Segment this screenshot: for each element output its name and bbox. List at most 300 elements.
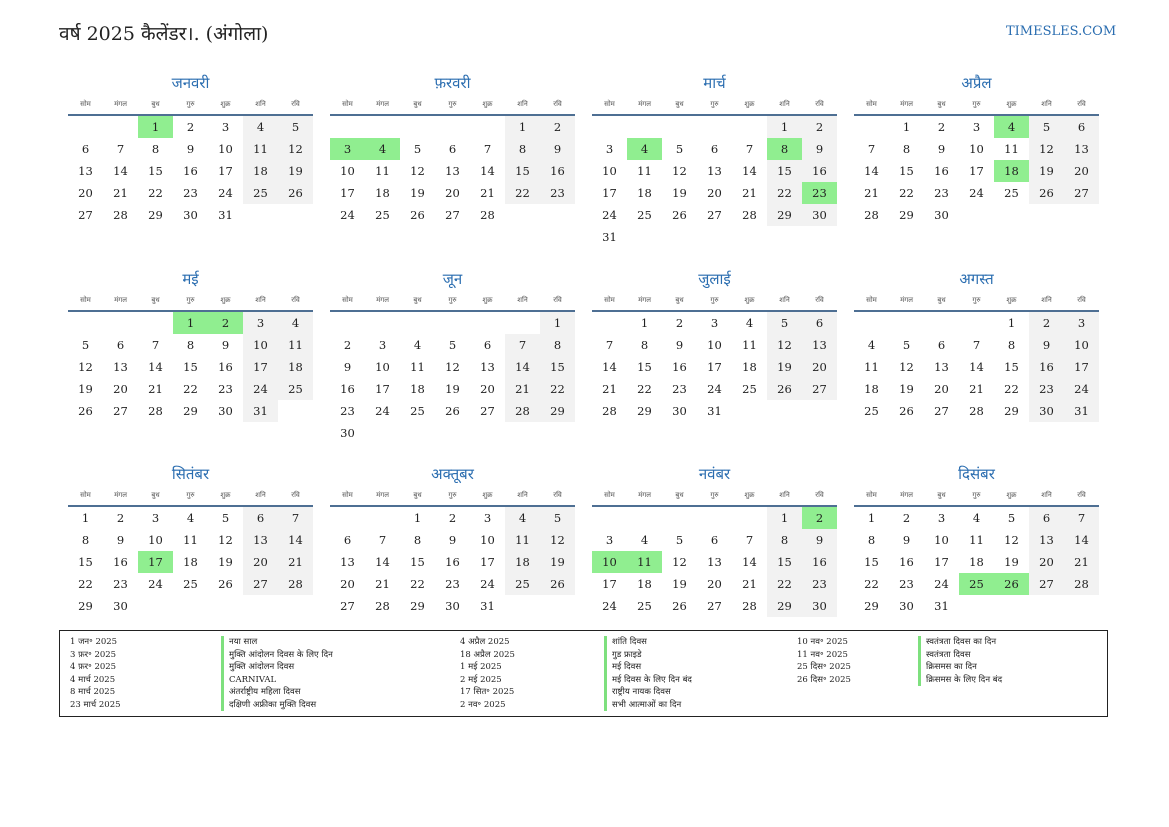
weekday-label: रवि <box>815 100 824 108</box>
day-cell: 20 <box>707 577 722 591</box>
day-cell: 30 <box>113 599 128 613</box>
day-cell: 24 <box>602 599 617 613</box>
day-cell: 18 <box>505 551 540 573</box>
weekday-label: शनि <box>255 100 266 108</box>
day-cell: 30 <box>934 208 949 222</box>
empty-day-cell <box>330 312 365 334</box>
month-name: दिसंबर <box>958 465 995 483</box>
holiday-day-cell: 11 <box>627 551 662 573</box>
day-cell: 25 <box>637 208 652 222</box>
weekday-label: सोम <box>604 100 615 108</box>
day-cell: 2 <box>675 316 684 330</box>
day-cell: 23 <box>113 577 128 591</box>
day-cell: 30 <box>445 599 460 613</box>
day-cell: 22 <box>410 577 425 591</box>
day-cell: 22 <box>540 378 575 400</box>
day-cell: 20 <box>243 551 278 573</box>
day-cell: 14 <box>1064 529 1099 551</box>
empty-day-cell <box>854 116 889 138</box>
day-cell: 6 <box>710 142 719 156</box>
weekday-label: रवि <box>1077 296 1086 304</box>
month-block <box>68 463 313 617</box>
month-name: फ़रवरी <box>434 74 471 92</box>
empty-day-cell <box>365 116 400 138</box>
day-cell: 29 <box>767 595 802 617</box>
day-cell: 22 <box>637 382 652 396</box>
day-cell: 14 <box>742 164 757 178</box>
holiday-day-cell: 8 <box>767 138 802 160</box>
day-cell: 21 <box>375 577 390 591</box>
weekday-label: मंगल <box>638 296 651 304</box>
weekday-label: मंगल <box>900 100 913 108</box>
day-cell: 28 <box>602 404 617 418</box>
empty-day-cell <box>470 312 505 334</box>
day-cell: 29 <box>148 208 163 222</box>
day-cell: 9 <box>675 338 684 352</box>
day-cell: 8 <box>902 142 911 156</box>
weekday-label: शनि <box>1041 491 1052 499</box>
day-cell: 27 <box>340 599 355 613</box>
empty-day-cell <box>592 507 627 529</box>
day-cell: 31 <box>602 230 617 244</box>
day-cell: 26 <box>445 404 460 418</box>
day-cell: 19 <box>899 382 914 396</box>
weekday-label: रवि <box>553 100 562 108</box>
day-cell: 27 <box>1029 573 1064 595</box>
legend-holiday-name: क्रिसमस के लिए दिन बंद <box>918 674 1002 687</box>
day-cell: 20 <box>934 382 949 396</box>
day-cell: 9 <box>343 360 352 374</box>
day-cell: 16 <box>934 164 949 178</box>
day-cell: 17 <box>375 382 390 396</box>
day-cell: 21 <box>742 186 757 200</box>
day-cell: 14 <box>742 555 757 569</box>
weekday-label: रवि <box>815 491 824 499</box>
day-cell: 13 <box>480 360 495 374</box>
day-cell: 13 <box>934 360 949 374</box>
day-cell: 7 <box>151 338 160 352</box>
legend-holiday-name: मई दिवस के लिए दिन बंद <box>604 674 692 687</box>
legend-holiday-name: अंतर्राष्ट्रीय महिला दिवस <box>221 686 333 699</box>
day-cell: 23 <box>445 577 460 591</box>
month-block <box>592 463 837 617</box>
weekday-label: मंगल <box>114 100 127 108</box>
month-block <box>854 72 1099 226</box>
day-cell: 14 <box>278 529 313 551</box>
day-cell: 3 <box>483 511 492 525</box>
day-cell: 28 <box>113 208 128 222</box>
holiday-day-cell: 23 <box>802 182 837 204</box>
day-cell: 20 <box>445 186 460 200</box>
weekday-label: सोम <box>866 491 877 499</box>
legend-holiday-date: 3 फ़र॰ 2025 <box>70 649 117 660</box>
day-cell: 27 <box>480 404 495 418</box>
day-cell: 5 <box>675 533 684 547</box>
day-cell: 13 <box>802 334 837 356</box>
day-cell: 15 <box>1004 360 1019 374</box>
day-cell: 18 <box>969 555 984 569</box>
day-cell: 11 <box>505 529 540 551</box>
day-cell: 21 <box>113 186 128 200</box>
day-cell: 6 <box>1064 116 1099 138</box>
weekday-header <box>330 290 575 312</box>
weekday-label: शुक्र <box>220 296 231 304</box>
weekday-label: रवि <box>815 296 824 304</box>
day-cell: 28 <box>742 208 757 222</box>
day-cell: 7 <box>972 338 981 352</box>
weekday-label: सोम <box>80 100 91 108</box>
day-cell: 18 <box>637 186 652 200</box>
weekday-label: सोम <box>80 296 91 304</box>
empty-day-cell <box>68 312 103 334</box>
day-cell: 15 <box>767 551 802 573</box>
legend-holiday-date: 25 दिस॰ 2025 <box>797 662 851 672</box>
weekday-label: मंगल <box>376 296 389 304</box>
day-cell: 27 <box>934 404 949 418</box>
day-cell: 20 <box>113 382 128 396</box>
day-cell: 2 <box>902 511 911 525</box>
day-cell: 14 <box>602 360 617 374</box>
day-cell: 13 <box>340 555 355 569</box>
day-cell: 23 <box>899 577 914 591</box>
day-grid <box>330 116 575 226</box>
day-cell: 1 <box>81 511 90 525</box>
day-cell: 4 <box>640 533 649 547</box>
day-cell: 29 <box>410 599 425 613</box>
day-cell: 9 <box>902 533 911 547</box>
day-cell: 4 <box>867 338 876 352</box>
day-cell: 6 <box>243 507 278 529</box>
day-cell: 3 <box>243 312 278 334</box>
day-cell: 11 <box>742 338 757 352</box>
day-cell: 5 <box>902 338 911 352</box>
day-cell: 6 <box>116 338 125 352</box>
day-cell: 13 <box>1029 529 1064 551</box>
holiday-day-cell: 1 <box>173 312 208 334</box>
day-cell: 28 <box>480 208 495 222</box>
weekday-label: बुध <box>413 296 422 304</box>
day-cell: 4 <box>413 338 422 352</box>
day-cell: 20 <box>78 186 93 200</box>
holiday-day-cell: 17 <box>138 551 173 573</box>
day-cell: 2 <box>343 338 352 352</box>
month-name: अगस्त <box>959 270 994 288</box>
legend-holiday-date: 1 मई 2025 <box>460 662 502 672</box>
day-cell: 28 <box>278 573 313 595</box>
day-cell: 25 <box>864 404 879 418</box>
weekday-label: शनि <box>255 296 266 304</box>
weekday-label: बुध <box>937 491 946 499</box>
day-cell: 10 <box>969 142 984 156</box>
empty-day-cell <box>330 116 365 138</box>
day-cell: 11 <box>243 138 278 160</box>
weekday-label: गुरु <box>186 296 195 304</box>
day-cell: 23 <box>1029 378 1064 400</box>
day-cell: 9 <box>540 138 575 160</box>
day-cell: 18 <box>410 382 425 396</box>
day-cell: 12 <box>1029 138 1064 160</box>
day-cell: 9 <box>221 338 230 352</box>
day-cell: 1 <box>902 120 911 134</box>
weekday-label: बुध <box>675 491 684 499</box>
weekday-label: शनि <box>779 491 790 499</box>
legend-holiday-date: 17 सित॰ 2025 <box>460 687 515 697</box>
day-cell: 12 <box>410 164 425 178</box>
day-cell: 17 <box>243 356 278 378</box>
day-cell: 29 <box>540 400 575 422</box>
day-cell: 25 <box>1004 186 1019 200</box>
legend-holiday-name: स्वतंत्रता दिवस <box>918 649 1002 662</box>
day-cell: 27 <box>1064 182 1099 204</box>
day-cell: 8 <box>640 338 649 352</box>
empty-day-cell <box>889 312 924 334</box>
empty-day-cell <box>662 116 697 138</box>
day-cell: 27 <box>78 208 93 222</box>
holiday-day-cell: 10 <box>592 551 627 573</box>
day-cell: 4 <box>745 316 754 330</box>
day-cell: 22 <box>767 573 802 595</box>
legend-col2-dates <box>460 636 515 711</box>
day-cell: 31 <box>218 208 233 222</box>
weekday-label: शनि <box>779 296 790 304</box>
day-cell: 6 <box>710 533 719 547</box>
day-cell: 7 <box>483 142 492 156</box>
weekday-label: शुक्र <box>482 491 493 499</box>
day-cell: 7 <box>1064 507 1099 529</box>
month-name: मार्च <box>703 74 726 92</box>
day-cell: 21 <box>864 186 879 200</box>
day-cell: 17 <box>218 164 233 178</box>
day-cell: 23 <box>934 186 949 200</box>
day-cell: 25 <box>278 378 313 400</box>
day-cell: 24 <box>1064 378 1099 400</box>
month-name: मई <box>182 270 199 288</box>
day-cell: 5 <box>1029 116 1064 138</box>
day-cell: 2 <box>116 511 125 525</box>
day-cell: 8 <box>540 334 575 356</box>
day-cell: 17 <box>707 360 722 374</box>
day-cell: 1 <box>867 511 876 525</box>
empty-day-cell <box>732 507 767 529</box>
legend-holiday-date: 10 नव॰ 2025 <box>797 637 848 647</box>
weekday-label: गुरु <box>972 296 981 304</box>
day-cell: 26 <box>78 404 93 418</box>
day-cell: 20 <box>707 186 722 200</box>
day-cell: 23 <box>218 382 233 396</box>
month-block <box>330 72 575 226</box>
empty-day-cell <box>435 116 470 138</box>
day-cell: 8 <box>151 142 160 156</box>
day-cell: 10 <box>1064 334 1099 356</box>
day-cell: 30 <box>183 208 198 222</box>
day-cell: 26 <box>899 404 914 418</box>
day-cell: 31 <box>707 404 722 418</box>
day-cell: 26 <box>767 378 802 400</box>
empty-day-cell <box>854 312 889 334</box>
legend-holiday-date: 23 मार्च 2025 <box>70 699 121 710</box>
day-cell: 11 <box>183 533 198 547</box>
day-cell: 24 <box>707 382 722 396</box>
day-cell: 19 <box>767 356 802 378</box>
weekday-label: शुक्र <box>482 296 493 304</box>
day-cell: 5 <box>278 116 313 138</box>
day-cell: 14 <box>148 360 163 374</box>
empty-day-cell <box>68 116 103 138</box>
day-cell: 3 <box>937 511 946 525</box>
day-cell: 21 <box>148 382 163 396</box>
day-cell: 22 <box>183 382 198 396</box>
holiday-day-cell: 4 <box>994 116 1029 138</box>
day-cell: 28 <box>505 400 540 422</box>
day-cell: 3 <box>605 142 614 156</box>
day-cell: 12 <box>899 360 914 374</box>
day-cell: 19 <box>278 160 313 182</box>
empty-day-cell <box>959 312 994 334</box>
day-cell: 21 <box>480 186 495 200</box>
weekday-label: बुध <box>675 100 684 108</box>
day-cell: 31 <box>1064 400 1099 422</box>
weekday-header <box>854 94 1099 116</box>
day-cell: 9 <box>937 142 946 156</box>
weekday-header <box>330 94 575 116</box>
day-cell: 27 <box>707 599 722 613</box>
day-cell: 24 <box>243 378 278 400</box>
day-cell: 5 <box>675 142 684 156</box>
day-cell: 29 <box>78 599 93 613</box>
weekday-label: शनि <box>517 100 528 108</box>
day-cell: 16 <box>1029 356 1064 378</box>
legend-holiday-name: शांति दिवस <box>604 636 692 649</box>
weekday-label: रवि <box>553 491 562 499</box>
day-cell: 12 <box>540 529 575 551</box>
day-cell: 19 <box>540 551 575 573</box>
day-cell: 12 <box>78 360 93 374</box>
day-cell: 10 <box>148 533 163 547</box>
weekday-label: सोम <box>342 296 353 304</box>
day-cell: 18 <box>864 382 879 396</box>
day-cell: 8 <box>413 533 422 547</box>
day-cell: 7 <box>505 334 540 356</box>
month-block <box>68 268 313 422</box>
day-cell: 22 <box>767 182 802 204</box>
weekday-label: गुरु <box>972 100 981 108</box>
day-cell: 13 <box>78 164 93 178</box>
day-cell: 4 <box>243 116 278 138</box>
day-cell: 24 <box>340 208 355 222</box>
day-cell: 3 <box>221 120 230 134</box>
month-block <box>330 268 575 444</box>
day-cell: 10 <box>243 334 278 356</box>
day-cell: 1 <box>767 116 802 138</box>
day-cell: 15 <box>505 160 540 182</box>
weekday-label: रवि <box>291 296 300 304</box>
legend-holiday-name: सभी आत्माओं का दिन <box>604 699 692 712</box>
day-cell: 17 <box>934 555 949 569</box>
legend-col1-dates <box>70 636 121 711</box>
day-cell: 2 <box>448 511 457 525</box>
weekday-label: शनि <box>255 491 266 499</box>
day-cell: 14 <box>480 164 495 178</box>
day-cell: 17 <box>480 555 495 569</box>
day-cell: 11 <box>375 164 390 178</box>
day-cell: 16 <box>899 555 914 569</box>
day-cell: 1 <box>540 312 575 334</box>
site-link[interactable]: TIMESLES.COM <box>1006 24 1117 39</box>
day-cell: 9 <box>1029 334 1064 356</box>
day-grid <box>330 312 575 444</box>
day-cell: 24 <box>934 577 949 591</box>
day-cell: 13 <box>243 529 278 551</box>
day-cell: 16 <box>540 160 575 182</box>
day-cell: 22 <box>1004 382 1019 396</box>
legend-holiday-date: 11 नव॰ 2025 <box>797 649 848 660</box>
weekday-label: गुरु <box>972 491 981 499</box>
day-cell: 2 <box>540 116 575 138</box>
empty-day-cell <box>697 116 732 138</box>
empty-day-cell <box>732 116 767 138</box>
weekday-label: मंगल <box>638 100 651 108</box>
empty-day-cell <box>592 116 627 138</box>
weekday-label: मंगल <box>376 100 389 108</box>
day-cell: 26 <box>410 208 425 222</box>
weekday-label: शुक्र <box>220 100 231 108</box>
empty-day-cell <box>138 312 173 334</box>
day-cell: 19 <box>445 382 460 396</box>
legend-col1-names <box>221 636 333 711</box>
day-grid <box>592 116 837 248</box>
weekday-label: सोम <box>604 296 615 304</box>
day-cell: 21 <box>1064 551 1099 573</box>
day-cell: 19 <box>1004 555 1019 569</box>
day-cell: 6 <box>81 142 90 156</box>
day-cell: 18 <box>243 160 278 182</box>
day-cell: 16 <box>802 160 837 182</box>
day-cell: 7 <box>605 338 614 352</box>
day-cell: 12 <box>672 164 687 178</box>
day-cell: 10 <box>218 142 233 156</box>
day-cell: 7 <box>745 533 754 547</box>
holiday-day-cell: 2 <box>802 507 837 529</box>
day-cell: 10 <box>602 164 617 178</box>
weekday-label: बुध <box>151 296 160 304</box>
day-cell: 5 <box>1007 511 1016 525</box>
month-name: जुलाई <box>698 270 731 288</box>
day-cell: 4 <box>972 511 981 525</box>
day-cell: 22 <box>864 577 879 591</box>
day-cell: 10 <box>375 360 390 374</box>
day-cell: 8 <box>186 338 195 352</box>
day-cell: 7 <box>116 142 125 156</box>
day-cell: 7 <box>745 142 754 156</box>
day-cell: 15 <box>864 555 879 569</box>
day-cell: 3 <box>378 338 387 352</box>
day-cell: 5 <box>540 507 575 529</box>
month-name: जनवरी <box>171 74 210 92</box>
weekday-label: शनि <box>517 296 528 304</box>
day-cell: 22 <box>505 182 540 204</box>
month-block <box>854 268 1099 422</box>
day-cell: 25 <box>243 182 278 204</box>
day-cell: 27 <box>243 573 278 595</box>
legend-holiday-date: 4 मार्च 2025 <box>70 674 116 685</box>
weekday-label: गुरु <box>710 100 719 108</box>
day-cell: 13 <box>707 555 722 569</box>
day-cell: 29 <box>1004 404 1019 418</box>
day-cell: 12 <box>445 360 460 374</box>
weekday-label: शुक्र <box>1006 296 1017 304</box>
day-cell: 6 <box>802 312 837 334</box>
weekday-label: मंगल <box>900 296 913 304</box>
